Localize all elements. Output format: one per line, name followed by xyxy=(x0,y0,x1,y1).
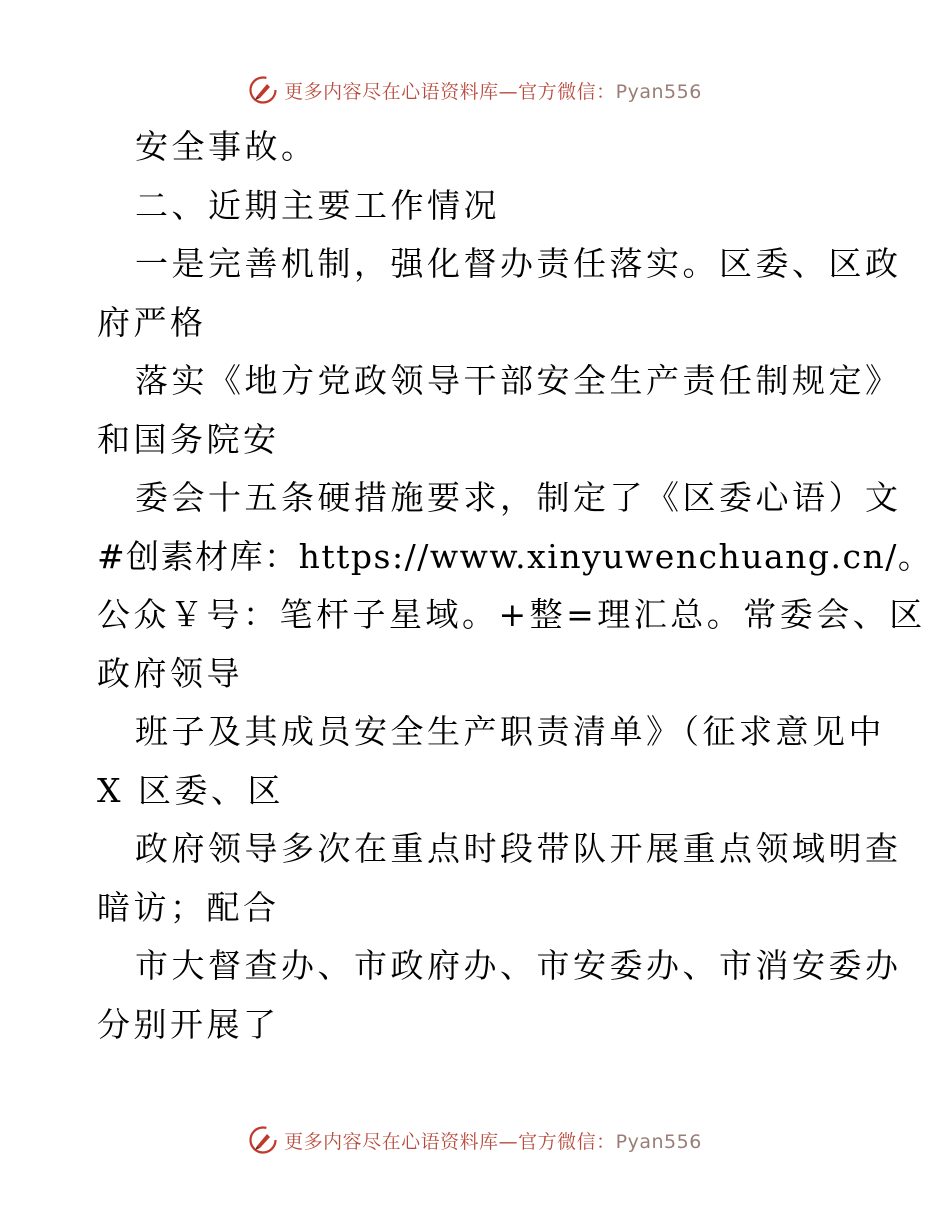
text-line: 政府领导 xyxy=(97,653,243,693)
text-line: 府严格 xyxy=(97,302,207,342)
pen-logo-icon xyxy=(248,75,278,105)
text-line: 委会十五条硬措施要求，制定了《区委心语）文 xyxy=(135,478,902,517)
watermark-text xyxy=(284,77,702,104)
document-body xyxy=(97,118,933,1054)
text-line: 安全事故。 xyxy=(135,127,318,166)
text-line: 分别开展了 xyxy=(97,1004,280,1044)
text-line: 和国务院安 xyxy=(97,419,280,459)
watermark-contact: Pyan556 xyxy=(615,80,702,103)
watermark-contact: Pyan556 xyxy=(615,1130,702,1153)
text-line: 政府领导多次在重点时段带队开展重点领域明查 xyxy=(135,829,902,868)
text-line: 落实《地方党政领导干部安全生产责任制规定》 xyxy=(135,361,902,400)
pen-logo-icon xyxy=(248,1125,278,1155)
text-line: 班子及其成员安全生产职责清单》（征求意见中 xyxy=(135,712,885,751)
text-line: 市大督查办、市政府办、市安委办、市消安委办 xyxy=(135,946,902,985)
text-line: 公众￥号：笔杆子星域。+整=理汇总。常委会、区 xyxy=(97,595,926,634)
text-line: 暗访；配合 xyxy=(97,887,280,927)
text-line: #创素材库：https://www.xinyuwenchuang.cn/。 xyxy=(97,536,933,576)
watermark-label: 更多内容尽在心语资料库—官方微信： xyxy=(284,1130,616,1153)
watermark-text xyxy=(284,1127,702,1154)
watermark-label: 更多内容尽在心语资料库—官方微信： xyxy=(284,80,616,103)
header-watermark xyxy=(0,70,950,110)
text-line: 一是完善机制，强化督办责任落实。区委、区政 xyxy=(135,244,902,283)
footer-watermark xyxy=(0,1120,950,1160)
text-line: X 区委、区 xyxy=(97,770,284,810)
section-heading: 二、近期主要工作情况 xyxy=(135,185,500,225)
